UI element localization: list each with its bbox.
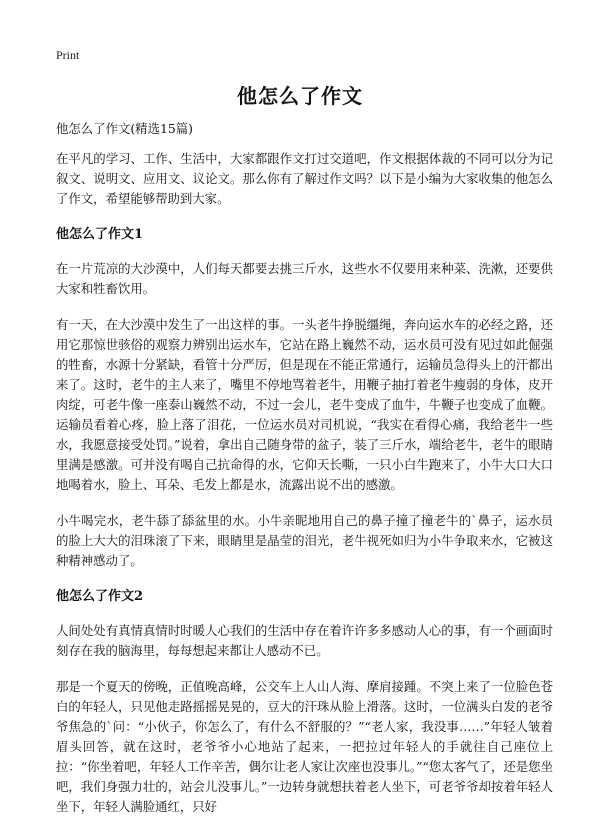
section1-paragraph-2: 有一天，在大沙漠中发生了一出这样的事。一头老牛挣脱缰绳，奔向运水车的必经之路，还用它那惊世骇俗的观察力辨别出运水车，它站在路上巍然不动，运水员可没有见过如此倔强的牲畜，水源十分紧缺，看管十分严厉，但是现在不能正常通行，运输员急得头上的汗都出来了。这时，老牛的主人来了，嘴里不停地骂着老牛，用鞭子抽打着老牛瘦弱的身体，皮开肉绽，可老牛像一座泰山巍然不动，不过一会儿，老牛变成了血牛，牛鞭子也变成了血鞭。运输员看着心疼，脸上落了泪花，一位运水员对司机说，“我实在看得心痛，我给老牛一些水，我愿意接受处罚。”说着，拿出自己随身带的盆子，装了三斤水，端给老牛，老牛的眼睛里满是感激。可并没有喝自己抗命得的水，它仰天长嘶，一只小白牛跑来了，小牛大口大口地喝着水，脸上、耳朵、毛发上都是水，流露出说不出的感激。	[56, 317, 553, 492]
document-subtitle: 他怎么了作文(精选15篇)	[56, 121, 193, 136]
section2-paragraph-1: 人间处处有真情真情时时暖人心我们的生活中存在着许许多多感动人心的事，有一个画面时刻存在我的脑海里，每每想起来都让人感动不已。	[56, 623, 553, 658]
section1-paragraph-3: 小牛喝完水，老牛舔了舔盆里的水。小牛亲昵地用自己的鼻子撞了撞老牛的`鼻子，运水员的脸上大大的泪珠滚了下来，眼睛里是晶莹的泪光，老牛视死如归为小牛争取来水，它被这种精神感动了。	[56, 513, 553, 568]
document-title: 他怎么了作文	[237, 84, 363, 108]
intro-paragraph: 在平凡的学习、工作、生活中，大家都跟作文打过交道吧，作文根据体裁的不同可以分为记叙文、说明文、应用文、议论文。那么你有了解过作文吗？以下是小编为大家收集的他怎么了作文，希望能够帮助到大家。	[56, 151, 553, 206]
section-heading-1: 他怎么了作文1	[56, 227, 144, 242]
print-link[interactable]: Print	[56, 48, 80, 62]
section1-paragraph-1: 在一片荒凉的大沙漠中，人们每天都要去挑三斤水，这些水不仅要用来种菜、洗漱，还要供大家和牲畜饮用。	[56, 261, 553, 296]
section-heading-2: 他怎么了作文2	[56, 589, 144, 604]
document-body	[56, 119, 553, 833]
section2-paragraph-2: 那是一个夏天的傍晚，正值晚高峰，公交车上人山人海、摩肩接踵。不突上来了一位脸色苍白的年轻人，只见他走路摇摇晃晃的，豆大的汗珠从脸上滑落。这时，一位满头白发的老爷爷焦急的`问：“小伙子，你怎么了，有什么不舒服的？”“老人家，我没事……”年轻人皱着眉头回答，就在这时，老爷爷小心地站了起来，一把拉过年轻人的手就往自己座位上拉：“你坐着吧，年轻人工作辛苦，偶尔让老人家让次座也没事儿。”“您太客气了，还是您坐吧，我们身强力壮的，站会儿没事儿。”一边转身就想扶着老人坐下，可老爷爷却按着年轻人坐下，年轻人满脸通红，只好	[56, 679, 553, 814]
